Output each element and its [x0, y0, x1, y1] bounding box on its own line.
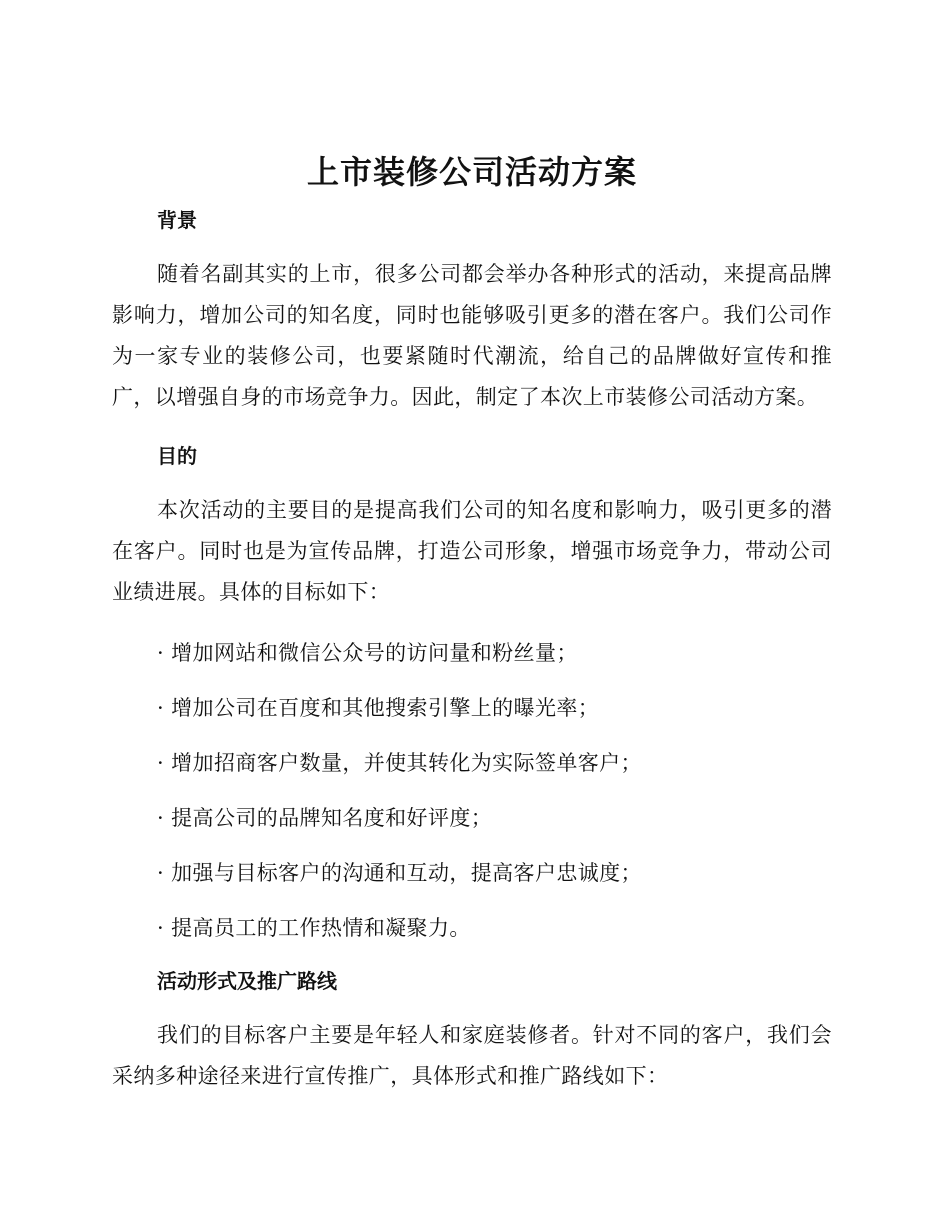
background-paragraph: 随着名副其实的上市，很多公司都会举办各种形式的活动，来提高品牌影响力，增加公司的知名度，同时也能够吸引更多的潜在客户。我们公司作为一家专业的装修公司，也要紧随时代潮流，给自己的品牌做好宣传和推广，以增强自身的市场竞争力。因此，制定了本次上市装修公司活动方案。 [112, 262, 832, 409]
goal-bullet-item: · 增加网站和微信公众号的访问量和粉丝量； [157, 641, 578, 665]
goal-bullet-item: · 提高公司的品牌知名度和好评度； [157, 806, 493, 830]
goal-bullet-item: · 增加招商客户数量，并使其转化为实际签单客户； [157, 751, 642, 775]
activity-format-paragraph: 我们的目标客户主要是年轻人和家庭装修者。针对不同的客户，我们会采纳多种途径来进行宣传推广，具体形式和推广路线如下： [112, 1023, 832, 1088]
goal-bullet-item: · 加强与目标客户的沟通和互动，提高客户忠诚度； [157, 861, 642, 885]
section-heading-purpose: 目的 [157, 444, 197, 468]
goal-bullet-item: · 增加公司在百度和其他搜索引擎上的曝光率； [157, 696, 600, 720]
section-heading-activity-format: 活动形式及推广路线 [157, 969, 337, 993]
document-title: 上市装修公司活动方案 [306, 153, 637, 191]
purpose-paragraph: 本次活动的主要目的是提高我们公司的知名度和影响力，吸引更多的潜在客户。同时也是为宣传品牌，打造公司形象，增强市场竞争力，带动公司业绩进展。具体的目标如下： [112, 498, 832, 604]
document-page [112, 148, 832, 1097]
section-heading-background: 背景 [157, 208, 197, 232]
goal-bullet-item: · 提高员工的工作热情和凝聚力。 [157, 916, 471, 940]
